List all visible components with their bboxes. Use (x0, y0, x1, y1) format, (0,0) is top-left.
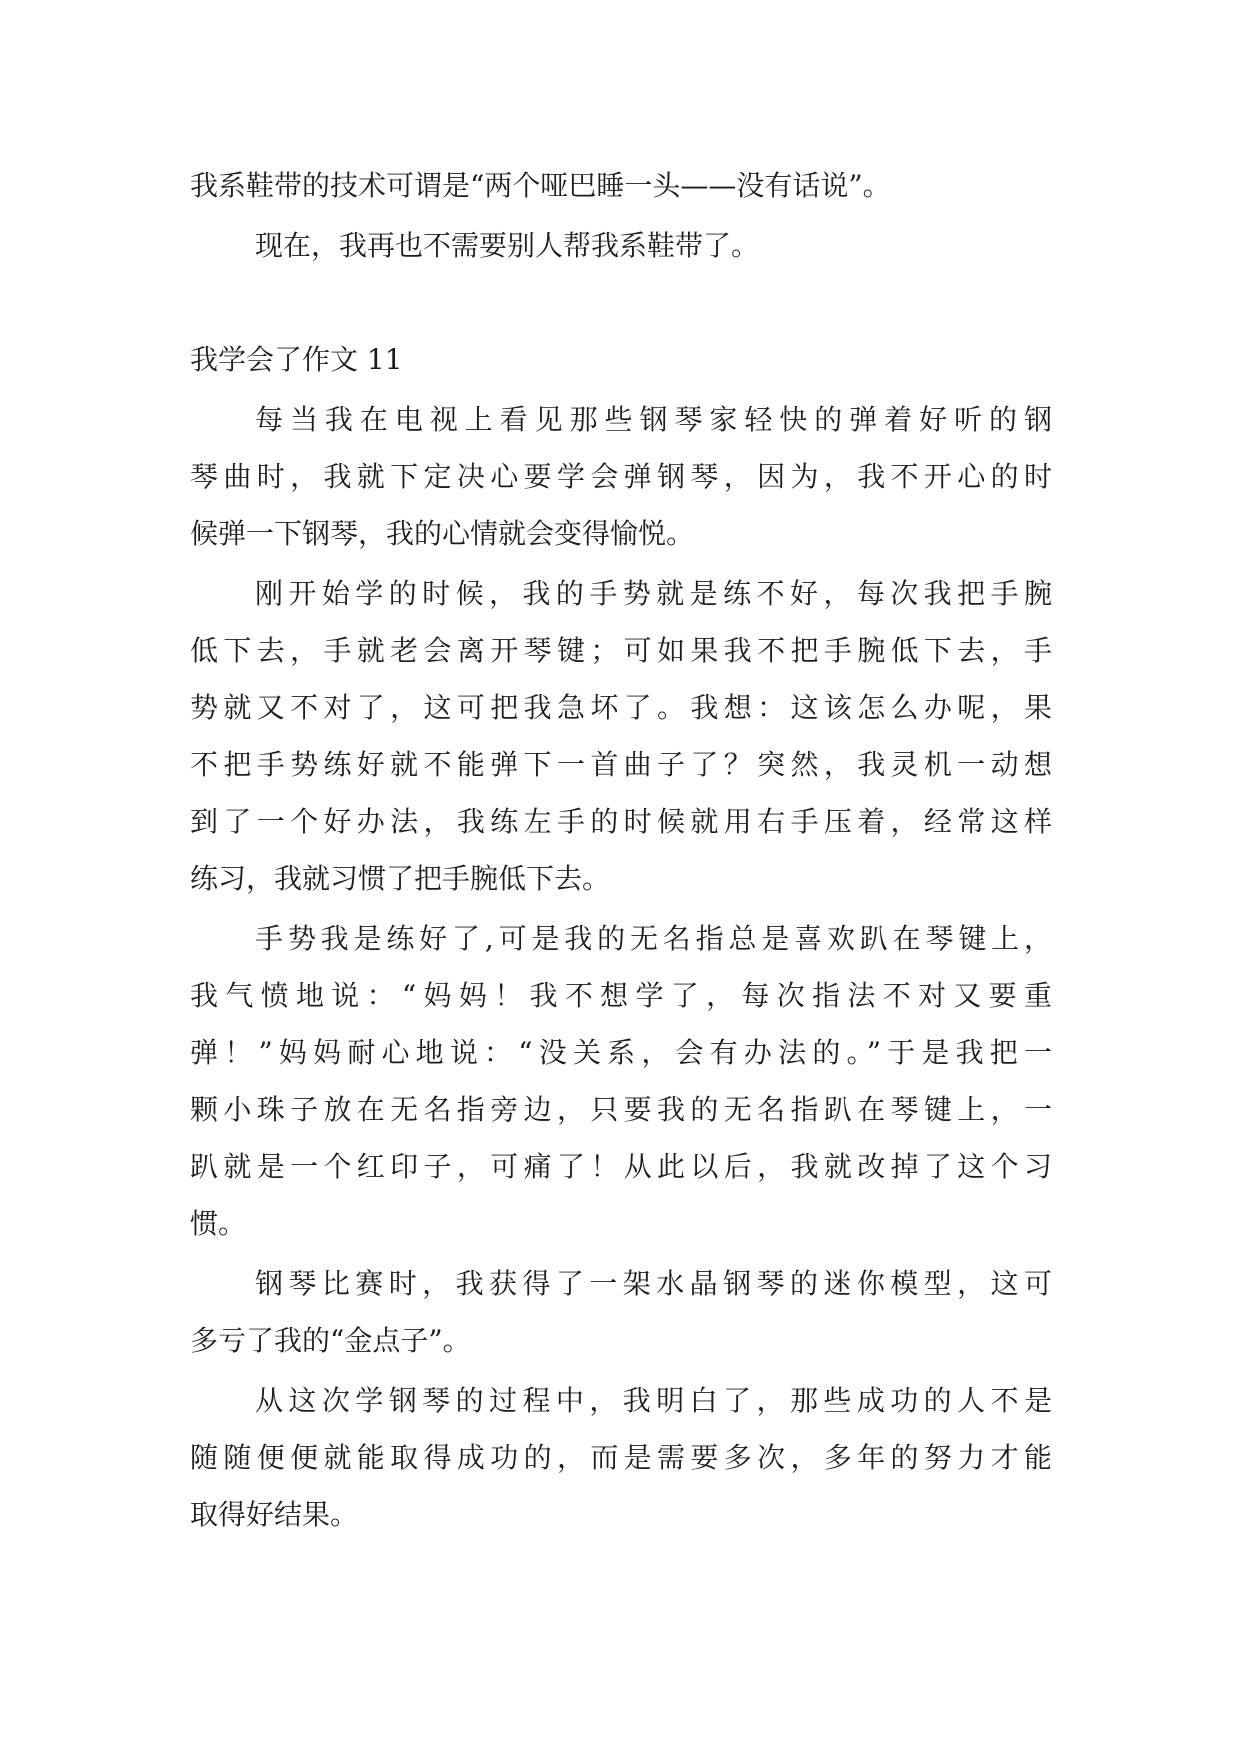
text-line: 趴就是一个红印子，可痛了！从此以后，我就改掉了这个习 (190, 1150, 1052, 1183)
text-line: 刚开始学的时候，我的手势就是练不好，每次我把手腕 (255, 577, 1052, 610)
text-line: 取得好结果。 (190, 1498, 359, 1531)
text-line: 弹！”妈妈耐心地说：“没关系，会有办法的。”于是我把一 (190, 1036, 1052, 1069)
text-line: 惯。 (190, 1207, 247, 1240)
text-line: 随随便便就能取得成功的，而是需要多次，多年的努力才能 (190, 1441, 1052, 1474)
text-line: 到了一个好办法，我练左手的时候就用右手压着，经常这样 (190, 805, 1052, 838)
text-line: 手势我是练好了,可是我的无名指总是喜欢趴在琴键上， (255, 922, 1052, 955)
paragraph (190, 391, 1052, 562)
text-line: 颗小珠子放在无名指旁边，只要我的无名指趴在琴键上，一 (190, 1093, 1052, 1126)
page-body (190, 157, 1052, 1543)
essay-title: 我学会了作文 11 (190, 343, 403, 376)
text-line: 从这次学钢琴的过程中，我明白了，那些成功的人不是 (255, 1384, 1052, 1417)
text-line: 不把手势练好就不能弹下一首曲子了？突然，我灵机一动想 (190, 748, 1052, 781)
text-line: 每当我在电视上看见那些钢琴家轻快的弹着好听的钢 (255, 403, 1052, 436)
text-line: 低下去，手就老会离开琴键；可如果我不把手腕低下去，手 (190, 634, 1052, 667)
text-line: 势就又不对了，这可把我急坏了。我想：这该怎么办呢，果 (190, 691, 1052, 724)
text-line: 候弹一下钢琴，我的心情就会变得愉悦。 (190, 517, 695, 550)
paragraph (190, 217, 1052, 274)
paragraph (190, 910, 1052, 1252)
text-line: 钢琴比赛时，我获得了一架水晶钢琴的迷你模型，这可 (255, 1267, 1052, 1300)
paragraph (190, 565, 1052, 907)
text-line: 我系鞋带的技术可谓是“两个哑巴睡一头——没有话说”。 (190, 169, 891, 202)
paragraph (190, 1372, 1052, 1543)
blank-line (190, 274, 1052, 331)
text-line: 琴曲时，我就下定决心要学会弹钢琴，因为，我不开心的时 (190, 460, 1052, 493)
paragraph (190, 1255, 1052, 1369)
text-line: 我气愤地说：“妈妈！我不想学了，每次指法不对又要重 (190, 979, 1052, 1012)
text-line: 多亏了我的“金点子”。 (190, 1324, 471, 1357)
paragraph (190, 157, 1052, 214)
text-line: 练习，我就习惯了把手腕低下去。 (190, 862, 611, 895)
text-line: 现在，我再也不需要别人帮我系鞋带了。 (255, 229, 760, 262)
